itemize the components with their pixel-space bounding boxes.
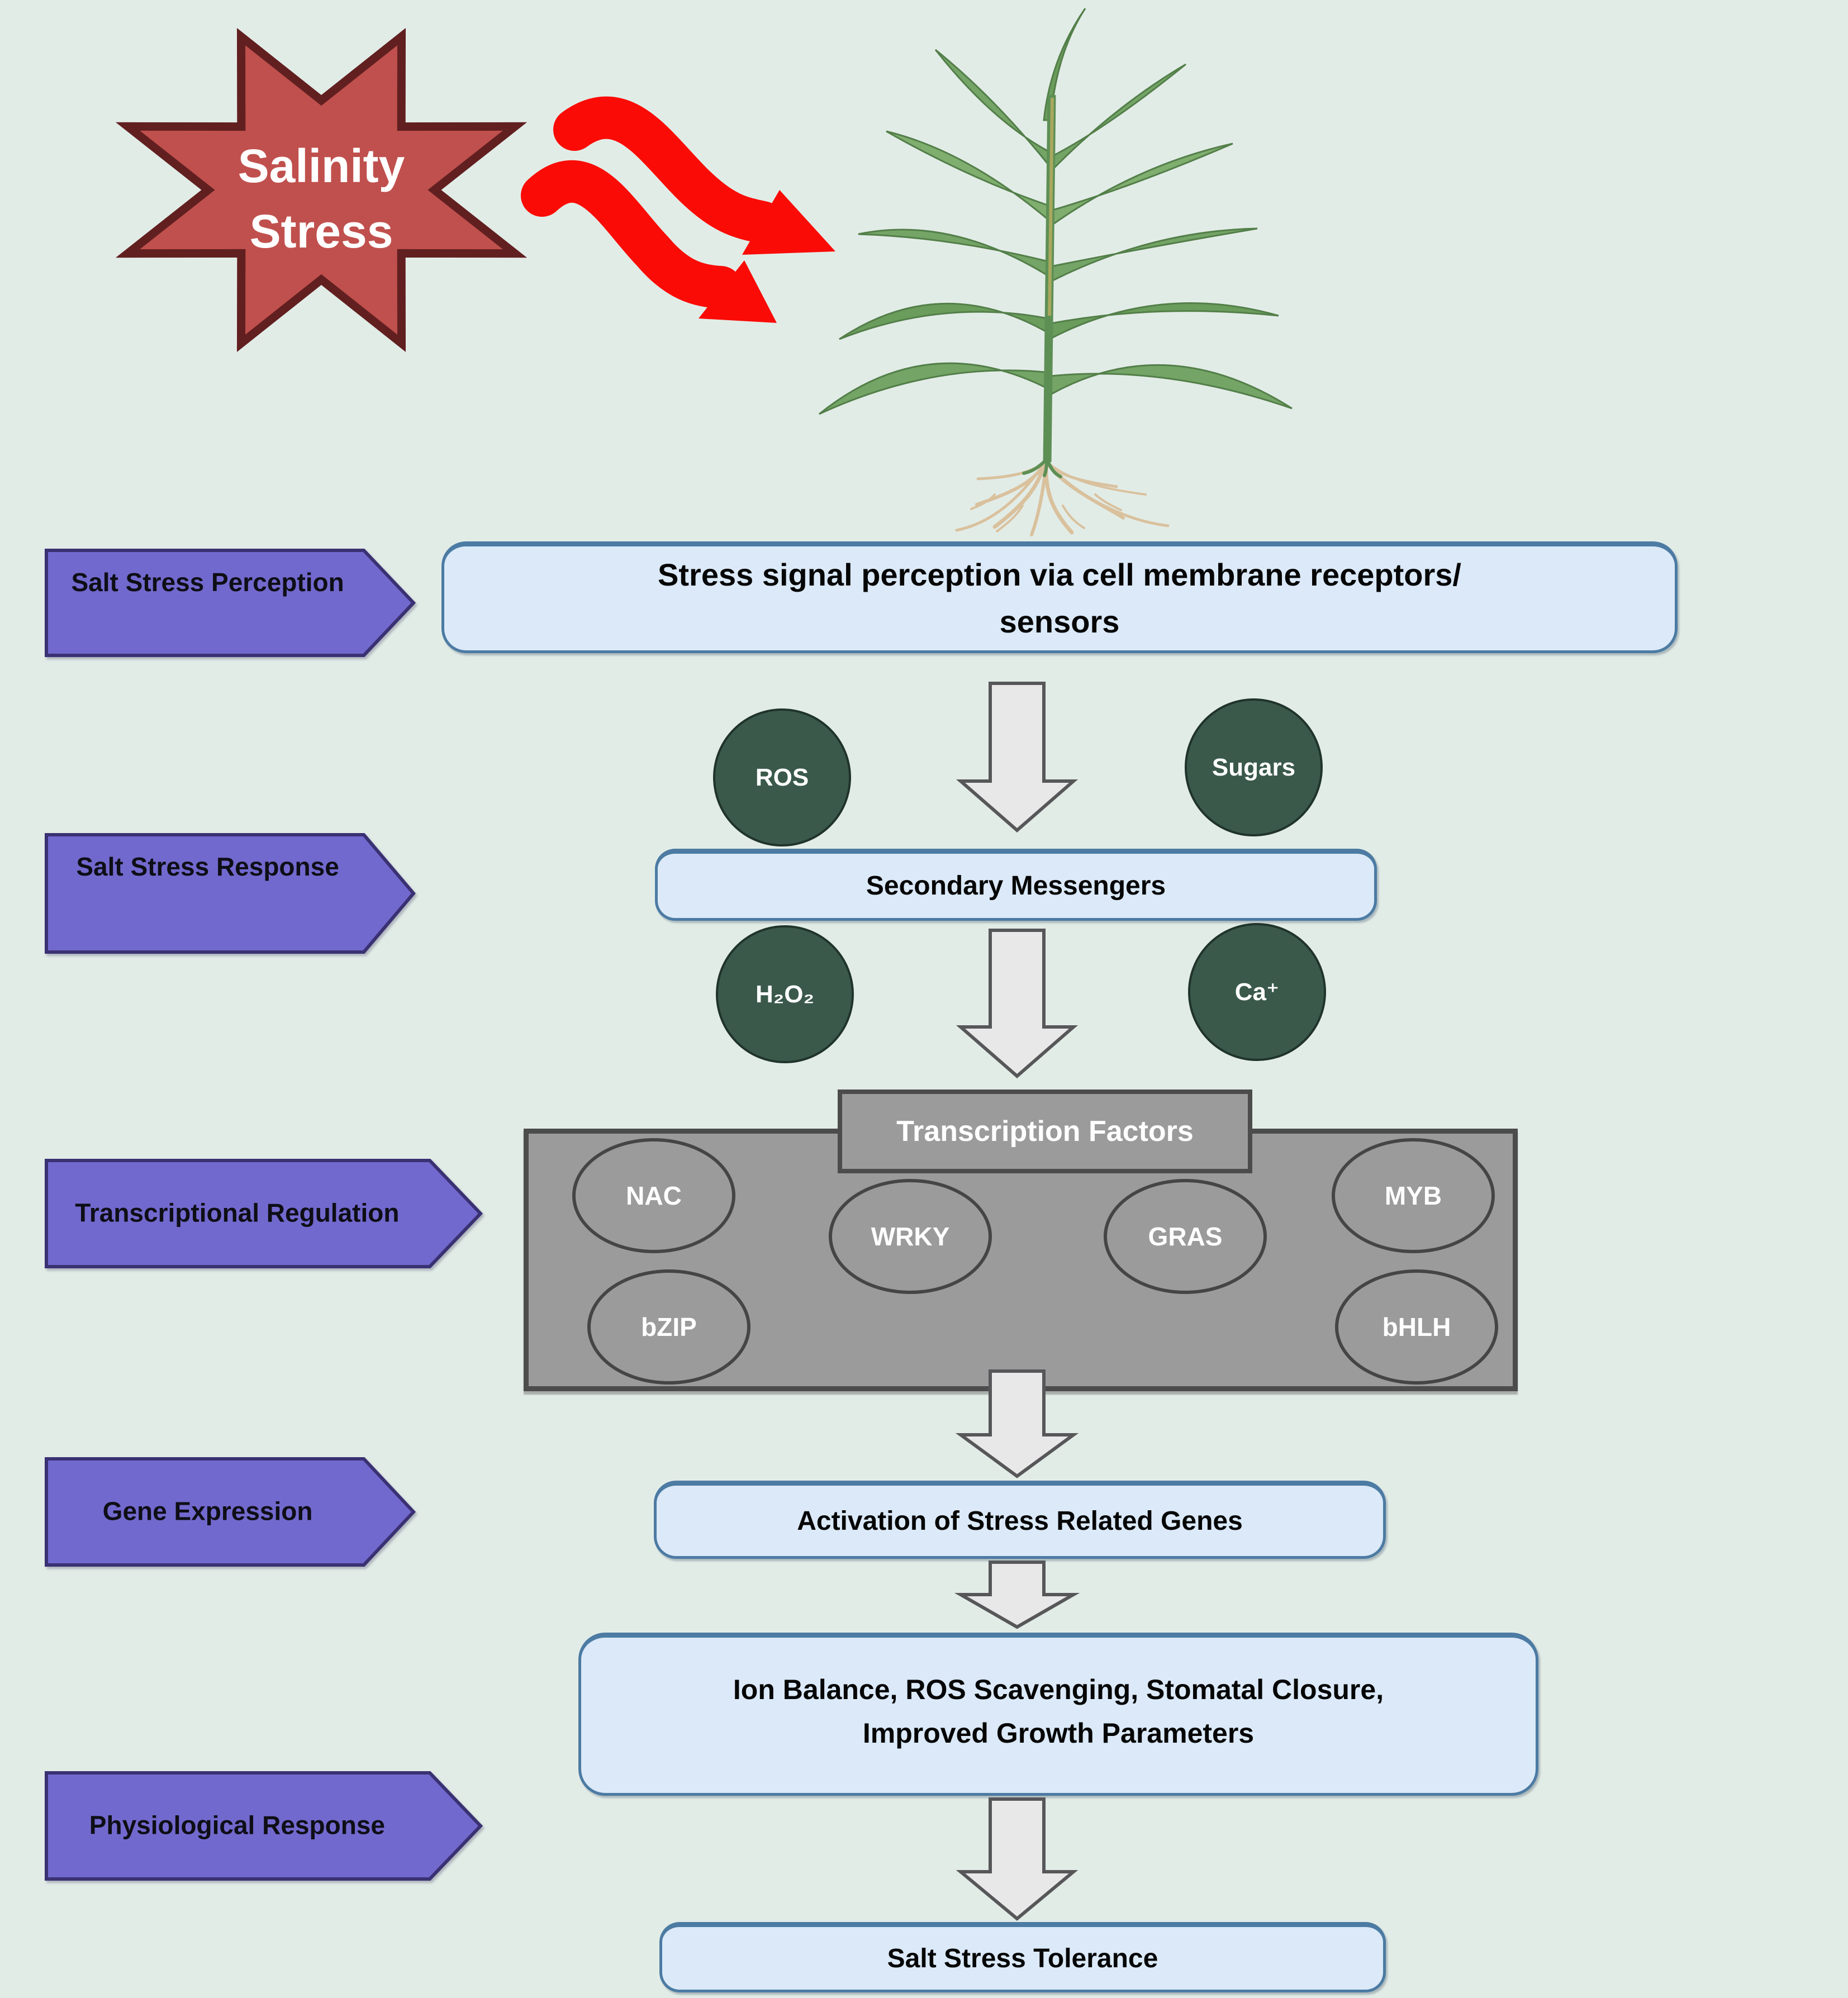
down-arrow-icon	[958, 681, 1076, 832]
tf-ellipse-myb	[1332, 1138, 1495, 1253]
plant-leaves	[819, 8, 1292, 414]
stage-arrow-shape	[44, 548, 416, 658]
salinity-stress-starburst	[103, 16, 539, 362]
transcription-factors-title: Transcription Factors	[896, 1115, 1194, 1148]
tf-label: WRKY	[871, 1222, 950, 1251]
tf-label: NAC	[626, 1181, 682, 1210]
messenger-ros	[713, 708, 851, 846]
stage-label-text: Salt Stress Response	[76, 852, 339, 881]
flow-box-text: Salt Stress Tolerance	[887, 1943, 1158, 1973]
flow-box-gene-activation	[654, 1481, 1386, 1559]
tf-label: GRAS	[1148, 1222, 1223, 1251]
stress-arrows	[531, 101, 844, 352]
messenger-ca	[1188, 923, 1326, 1061]
stage-arrow-shape	[44, 832, 416, 954]
flow-box-secondary-messengers	[655, 849, 1377, 921]
flow-box-text: sensors	[999, 604, 1120, 639]
flow-box-text: Improved Growth Parameters	[862, 1717, 1255, 1749]
stage-label-text: Salt Stress Perception	[71, 568, 344, 597]
down-arrow-icon	[958, 1369, 1076, 1478]
transcription-factors-title-box	[838, 1090, 1252, 1173]
stage-label-text: Transcriptional Regulation	[75, 1198, 400, 1228]
tf-ellipse-wrky	[829, 1179, 992, 1294]
flow-box-tolerance	[659, 1922, 1386, 1992]
messenger-label: H₂O₂	[755, 980, 815, 1008]
plant-illustration	[810, 3, 1324, 539]
tf-ellipse-bhlh	[1335, 1269, 1498, 1385]
down-arrow-icon	[958, 1560, 1076, 1629]
messenger-label: ROS	[755, 763, 809, 791]
tf-ellipse-nac	[572, 1138, 735, 1253]
messenger-h2o2	[716, 925, 854, 1063]
stage-label-text: Physiological Response	[89, 1810, 385, 1840]
down-arrow-icon	[958, 928, 1076, 1078]
stage-label-transcriptional-regulation	[44, 1158, 483, 1269]
flow-box-text: Stress signal perception via cell membrane receptors/	[658, 557, 1461, 592]
flow-box-text: Ion Balance, ROS Scavenging, Stomatal Closure,	[733, 1674, 1384, 1705]
down-arrow-icon	[958, 1797, 1076, 1921]
tf-ellipse-bzip	[587, 1269, 750, 1385]
tf-label: MYB	[1384, 1181, 1442, 1210]
messenger-sugars	[1185, 698, 1323, 836]
tf-label: bHLH	[1382, 1312, 1451, 1341]
flow-box-physiological-response	[578, 1633, 1538, 1796]
salinity-stress-label-line2: Stress	[249, 205, 393, 258]
stage-label-text: Gene Expression	[102, 1496, 313, 1526]
plant-roots	[957, 462, 1168, 535]
flow-box-text: Activation of Stress Related Genes	[797, 1506, 1243, 1536]
tf-ellipse-gras	[1104, 1179, 1267, 1294]
flow-box-text: Secondary Messengers	[866, 871, 1166, 901]
salinity-stress-label-line1: Salinity	[237, 140, 405, 192]
flow-box-perception	[441, 541, 1678, 653]
stage-label-gene-expression	[44, 1457, 416, 1567]
stage-label-physiological-response	[44, 1771, 483, 1881]
stage-label-salt-stress-response	[44, 832, 416, 954]
stage-label-salt-stress-perception	[44, 548, 416, 658]
messenger-label: Ca⁺	[1234, 978, 1280, 1006]
tf-label: bZIP	[641, 1312, 697, 1341]
messenger-label: Sugars	[1212, 753, 1296, 781]
